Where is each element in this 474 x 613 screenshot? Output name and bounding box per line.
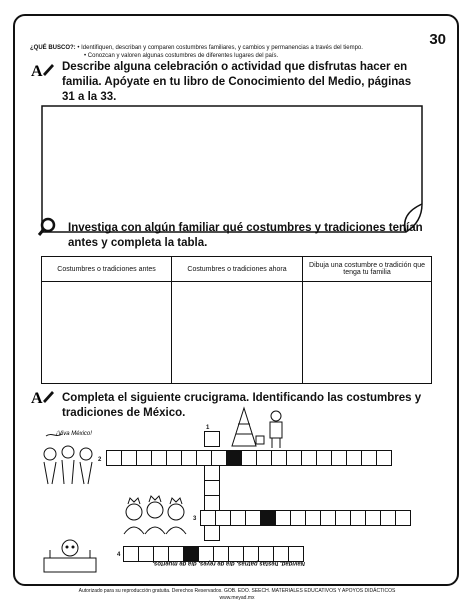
crossword-cell[interactable]	[204, 465, 220, 481]
traditions-table	[41, 256, 432, 384]
header-now: Costumbres o tradiciones ahora	[172, 257, 303, 282]
crossword-cell[interactable]	[204, 525, 220, 541]
goal-line-2: • Conozcan y valoren algunas costumbres de diferentes lugares del país.	[84, 53, 279, 59]
crossword-cell[interactable]	[204, 480, 220, 496]
crossword-cell[interactable]	[123, 546, 139, 562]
crossword-cell[interactable]	[106, 450, 122, 466]
svg-text:¡Viva México!: ¡Viva México!	[56, 431, 92, 437]
crossword-cell[interactable]	[215, 510, 231, 526]
crossword-cell[interactable]	[181, 450, 197, 466]
crossword-cell[interactable]	[241, 450, 257, 466]
header-before: Costumbres o tradiciones antes	[42, 257, 172, 282]
svg-text:A: A	[31, 63, 43, 79]
crossword-cell[interactable]	[196, 450, 212, 466]
activity1-instruction: Describe alguna celebración o actividad que disfrutas hacer en familia. Apóyate en tu libro de Conocimiento del Medio, páginas 31 a la 33.	[62, 61, 412, 103]
crossword-cell[interactable]	[320, 510, 336, 526]
activity2-instruction: Investiga con algún familiar qué costumbres y tradiciones tenían antes y completa la tabla.	[68, 222, 423, 249]
crossword-cell[interactable]	[256, 450, 272, 466]
crossword-hint: Navidad, fiestas patrias, día de reyes, día de muertos.	[152, 560, 305, 566]
learning-goal	[30, 44, 430, 60]
crossword-cell[interactable]	[230, 510, 246, 526]
crossword-row-2	[106, 450, 391, 466]
clue-number-4: 4	[117, 552, 121, 558]
footer-license: Autorizado para su reproducción gratuita. Derechos Reservados. GOB. EDO. SEECH. MATERIALES EDUCATIVOS Y APOYOS DIDÁCTICOS	[78, 588, 396, 594]
crossword-cell[interactable]	[286, 450, 302, 466]
crossword-cell[interactable]	[271, 450, 287, 466]
crossword-blank	[260, 510, 276, 526]
crossword-cell[interactable]	[346, 450, 362, 466]
clue-number-3: 3	[193, 516, 197, 522]
crossword-row-3	[200, 510, 410, 526]
pencil-letter-icon	[30, 388, 54, 406]
magnifier-icon	[37, 217, 57, 237]
crossword-cell[interactable]	[290, 510, 306, 526]
crossword-cell[interactable]	[380, 510, 396, 526]
footer-website[interactable]: www.meyad.mx	[219, 595, 255, 601]
crossword-cell[interactable]	[121, 450, 137, 466]
crossword-cell[interactable]	[301, 450, 317, 466]
christmas-illustration	[226, 404, 288, 450]
clue-number-2: 2	[98, 457, 102, 463]
crossword-cell[interactable]	[335, 510, 351, 526]
crossword-cell[interactable]	[305, 510, 321, 526]
crossword-cell[interactable]	[365, 510, 381, 526]
goal-lead: ¿QUÉ BUSCO?:	[30, 45, 76, 51]
crossword-cell[interactable]	[200, 510, 216, 526]
footer	[0, 588, 474, 602]
cell-before[interactable]	[42, 282, 172, 383]
activity3-instruction: Completa el siguiente crucigrama. Identificando las costumbres y tradiciones de México.	[62, 392, 422, 419]
three-kings-illustration	[120, 494, 190, 536]
svg-text:A: A	[31, 390, 43, 406]
crossword-cell[interactable]	[331, 450, 347, 466]
pencil-letter-icon	[30, 61, 54, 79]
crossword-cell[interactable]	[211, 450, 227, 466]
header-draw: Dibuja una costumbre o tradición que tenga tu familia	[303, 257, 431, 282]
crossword-cell[interactable]	[151, 450, 167, 466]
crossword-cell[interactable]	[204, 495, 220, 511]
page-number: 30	[429, 31, 446, 48]
crossword-cell[interactable]	[395, 510, 411, 526]
cell-draw[interactable]	[303, 282, 431, 383]
crossword-cell[interactable]	[136, 450, 152, 466]
cell-now[interactable]	[172, 282, 303, 383]
crossword-column-1	[204, 431, 220, 446]
crossword-cell[interactable]	[245, 510, 261, 526]
crossword-cell[interactable]	[204, 431, 220, 447]
day-of-the-dead-illustration	[40, 536, 100, 576]
crossword-cell[interactable]	[316, 450, 332, 466]
crossword-column-1-lower	[204, 465, 220, 510]
clue-number-1: 1	[206, 425, 210, 431]
crossword-column-1-bottom	[204, 525, 220, 540]
crossword-cell[interactable]	[361, 450, 377, 466]
crossword-cell[interactable]	[275, 510, 291, 526]
crossword-cell[interactable]	[166, 450, 182, 466]
crossword-blank	[226, 450, 242, 466]
crossword-cell[interactable]	[376, 450, 392, 466]
independence-celebration-illustration	[38, 426, 102, 486]
goal-line-1: • Identifiquen, describan y comparen costumbres familiares, y cambios y permanencias a través del tiempo.	[77, 45, 363, 51]
crossword-cell[interactable]	[350, 510, 366, 526]
writing-area[interactable]	[40, 104, 424, 234]
